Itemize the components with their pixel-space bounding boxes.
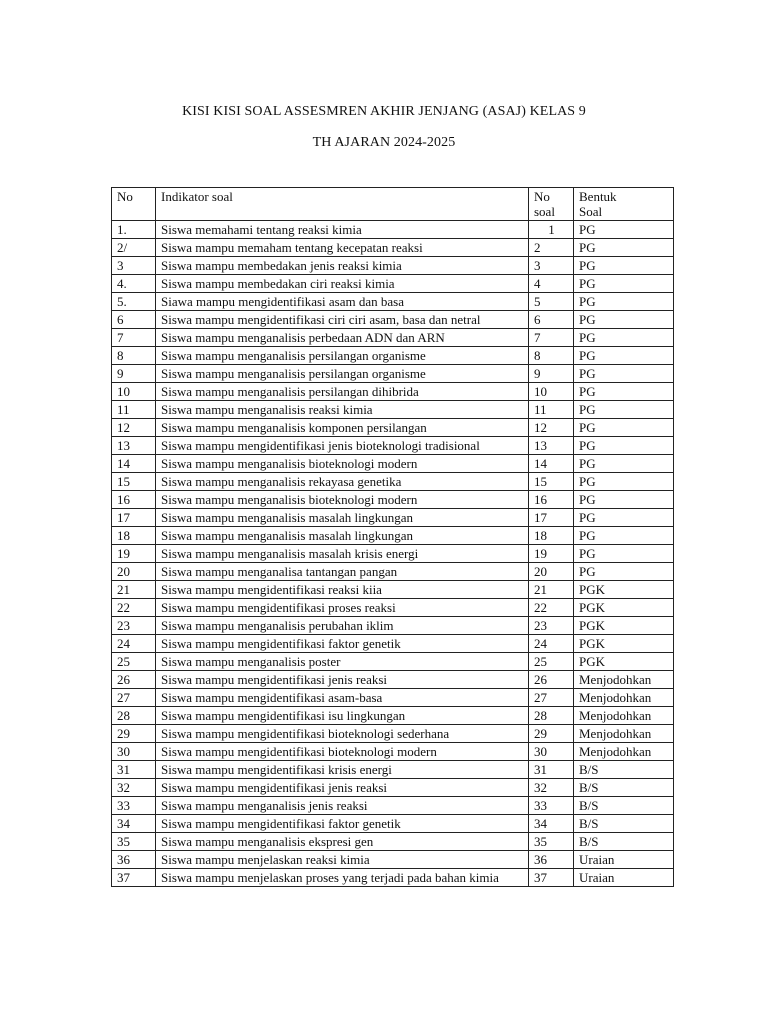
row-no-cell: 36 [112, 851, 156, 869]
row-bentuk-soal-cell: PG [574, 275, 674, 293]
row-no-soal-cell: 9 [529, 365, 574, 383]
table-row [112, 347, 674, 365]
row-bentuk-soal-cell: PG [574, 383, 674, 401]
row-indikator-cell: Siswa mampu menganalisis reaksi kimia [156, 401, 529, 419]
row-no-cell: 2/ [112, 239, 156, 257]
row-no-cell: 24 [112, 635, 156, 653]
row-no-soal-cell: 27 [529, 689, 574, 707]
row-no-soal-cell: 33 [529, 797, 574, 815]
header-no-soal [529, 188, 574, 221]
row-bentuk-soal-cell: PG [574, 257, 674, 275]
row-no-soal-cell: 13 [529, 437, 574, 455]
row-no-cell: 13 [112, 437, 156, 455]
row-bentuk-soal-cell: PG [574, 509, 674, 527]
row-bentuk-soal-cell: PGK [574, 653, 674, 671]
table-row [112, 725, 674, 743]
row-no-cell: 15 [112, 473, 156, 491]
row-bentuk-soal-cell: PG [574, 347, 674, 365]
row-indikator-cell: Siswa memahami tentang reaksi kimia [156, 221, 529, 239]
row-bentuk-soal-cell: PG [574, 473, 674, 491]
row-no-cell: 33 [112, 797, 156, 815]
row-indikator-cell: Siswa mampu menganalisis masalah lingkungan [156, 527, 529, 545]
row-no-cell: 4. [112, 275, 156, 293]
header-bentuk-line1: Bentuk [579, 189, 617, 204]
table-row [112, 239, 674, 257]
table-row [112, 815, 674, 833]
row-indikator-cell: Siswa mampu menganalisa tantangan pangan [156, 563, 529, 581]
table-row [112, 509, 674, 527]
row-no-soal-cell: 30 [529, 743, 574, 761]
header-no-label: No [117, 189, 133, 204]
row-indikator-cell: Siswa mampu membedakan ciri reaksi kimia [156, 275, 529, 293]
row-indikator-cell: Siswa mampu menganalisis bioteknologi modern [156, 455, 529, 473]
row-no-cell: 22 [112, 599, 156, 617]
row-bentuk-soal-cell: PG [574, 527, 674, 545]
row-no-soal-cell: 26 [529, 671, 574, 689]
document-title: KISI KISI SOAL ASSESMREN AKHIR JENJANG (ASAJ) KELAS 9 [182, 104, 586, 119]
header-indikator [156, 188, 529, 221]
row-no-cell: 5. [112, 293, 156, 311]
row-no-soal-cell: 22 [529, 599, 574, 617]
row-no-soal-cell: 32 [529, 779, 574, 797]
row-no-cell: 1. [112, 221, 156, 239]
row-no-soal-cell: 5 [529, 293, 574, 311]
row-bentuk-soal-cell: B/S [574, 797, 674, 815]
row-no-cell: 9 [112, 365, 156, 383]
row-no-soal-cell: 34 [529, 815, 574, 833]
row-indikator-cell: Siswa mampu membedakan jenis reaksi kimia [156, 257, 529, 275]
table-row [112, 545, 674, 563]
header-indikator-label: Indikator soal [161, 189, 233, 204]
row-no-soal-cell: 2 [529, 239, 574, 257]
row-no-cell: 8 [112, 347, 156, 365]
row-no-cell: 12 [112, 419, 156, 437]
row-indikator-cell: Siswa mampu menganalisis masalah krisis energi [156, 545, 529, 563]
row-bentuk-soal-cell: PGK [574, 635, 674, 653]
table-row [112, 473, 674, 491]
row-bentuk-soal-cell: PG [574, 293, 674, 311]
row-indikator-cell: Siswa mampu mengidentifikasi jenis reaksi [156, 779, 529, 797]
row-bentuk-soal-cell: PG [574, 311, 674, 329]
row-bentuk-soal-cell: Menjodohkan [574, 743, 674, 761]
table-row [112, 437, 674, 455]
row-no-cell: 32 [112, 779, 156, 797]
row-bentuk-soal-cell: PG [574, 329, 674, 347]
row-no-soal-cell: 20 [529, 563, 574, 581]
table-row [112, 257, 674, 275]
row-no-soal-cell: 16 [529, 491, 574, 509]
row-no-cell: 3 [112, 257, 156, 275]
row-bentuk-soal-cell: B/S [574, 815, 674, 833]
row-no-soal-cell: 11 [529, 401, 574, 419]
row-no-soal-cell: 18 [529, 527, 574, 545]
row-no-soal-cell: 17 [529, 509, 574, 527]
row-no-cell: 31 [112, 761, 156, 779]
table-row [112, 293, 674, 311]
row-no-cell: 29 [112, 725, 156, 743]
row-no-cell: 34 [112, 815, 156, 833]
table-row [112, 275, 674, 293]
table-body [112, 221, 674, 887]
table-row [112, 851, 674, 869]
table-row [112, 527, 674, 545]
row-bentuk-soal-cell: PGK [574, 617, 674, 635]
row-indikator-cell: Siswa mampu menganalisis persilangan organisme [156, 347, 529, 365]
table-row [112, 635, 674, 653]
table-row [112, 761, 674, 779]
row-bentuk-soal-cell: PGK [574, 599, 674, 617]
row-bentuk-soal-cell: B/S [574, 761, 674, 779]
table-row [112, 401, 674, 419]
table-row [112, 707, 674, 725]
row-indikator-cell: Siswa mampu mengidentifikasi bioteknologi modern [156, 743, 529, 761]
header-no-soal-line1: No [534, 189, 550, 204]
row-bentuk-soal-cell: PG [574, 437, 674, 455]
row-no-soal-cell: 19 [529, 545, 574, 563]
row-indikator-cell: Siawa mampu mengidentifikasi asam dan basa [156, 293, 529, 311]
row-indikator-cell: Siswa mampu menganalisis ekspresi gen [156, 833, 529, 851]
row-bentuk-soal-cell: PG [574, 545, 674, 563]
row-no-cell: 25 [112, 653, 156, 671]
row-indikator-cell: Siswa mampu menganalisis komponen persilangan [156, 419, 529, 437]
table-row [112, 617, 674, 635]
row-indikator-cell: Siswa mampu mengidentifikasi proses reaksi [156, 599, 529, 617]
row-no-soal-cell: 15 [529, 473, 574, 491]
row-bentuk-soal-cell: PG [574, 491, 674, 509]
row-bentuk-soal-cell: PG [574, 455, 674, 473]
row-no-soal-cell: 14 [529, 455, 574, 473]
row-no-soal-cell: 35 [529, 833, 574, 851]
row-no-soal-cell: 6 [529, 311, 574, 329]
row-bentuk-soal-cell: PG [574, 563, 674, 581]
row-no-cell: 18 [112, 527, 156, 545]
table-row [112, 869, 674, 887]
row-no-cell: 20 [112, 563, 156, 581]
table-row [112, 779, 674, 797]
row-indikator-cell: Siswa mampu menganalisis poster [156, 653, 529, 671]
table-row [112, 365, 674, 383]
row-indikator-cell: Siswa mampu menganalisis perbedaan ADN dan ARN [156, 329, 529, 347]
table-row [112, 311, 674, 329]
table-row [112, 797, 674, 815]
row-no-cell: 6 [112, 311, 156, 329]
kisi-kisi-table [111, 187, 674, 887]
header-no-soal-line2: soal [534, 204, 555, 219]
row-no-cell: 10 [112, 383, 156, 401]
table-row [112, 671, 674, 689]
row-indikator-cell: Siswa mampu menganalisis bioteknologi modern [156, 491, 529, 509]
header-bentuk-soal [574, 188, 674, 221]
row-indikator-cell: Siswa mampu mengidentifikasi ciri ciri asam, basa dan netral [156, 311, 529, 329]
table-row [112, 653, 674, 671]
row-bentuk-soal-cell: Uraian [574, 869, 674, 887]
row-indikator-cell: Siswa mampu mengidentifikasi reaksi kiia [156, 581, 529, 599]
row-no-cell: 35 [112, 833, 156, 851]
row-indikator-cell: Siswa mampu mengidentifikasi krisis energi [156, 761, 529, 779]
row-no-soal-cell: 4 [529, 275, 574, 293]
row-indikator-cell: Siswa mampu menjelaskan reaksi kimia [156, 851, 529, 869]
table-row [112, 455, 674, 473]
row-indikator-cell: Siswa mampu menganalisis perubahan iklim [156, 617, 529, 635]
row-bentuk-soal-cell: Menjodohkan [574, 689, 674, 707]
row-no-cell: 27 [112, 689, 156, 707]
table-row [112, 599, 674, 617]
row-no-soal-cell: 31 [529, 761, 574, 779]
row-bentuk-soal-cell: PG [574, 401, 674, 419]
row-no-soal-cell: 1 [529, 221, 574, 239]
row-no-cell: 16 [112, 491, 156, 509]
row-no-soal-cell: 21 [529, 581, 574, 599]
row-bentuk-soal-cell: PG [574, 365, 674, 383]
table-row [112, 833, 674, 851]
row-no-soal-cell: 24 [529, 635, 574, 653]
table-header-row [112, 188, 674, 221]
row-indikator-cell: Siswa mampu menganalisis jenis reaksi [156, 797, 529, 815]
row-bentuk-soal-cell: PG [574, 221, 674, 239]
row-no-soal-cell: 7 [529, 329, 574, 347]
row-bentuk-soal-cell: Uraian [574, 851, 674, 869]
row-bentuk-soal-cell: Menjodohkan [574, 707, 674, 725]
row-no-cell: 14 [112, 455, 156, 473]
row-indikator-cell: Siswa mampu menganalisis masalah lingkungan [156, 509, 529, 527]
row-no-cell: 17 [112, 509, 156, 527]
table-row [112, 329, 674, 347]
row-indikator-cell: Siswa mampu mengidentifikasi bioteknologi sederhana [156, 725, 529, 743]
row-no-soal-cell: 10 [529, 383, 574, 401]
header-bentuk-line2: Soal [579, 204, 603, 219]
row-bentuk-soal-cell: B/S [574, 779, 674, 797]
row-indikator-cell: Siswa mampu menjelaskan proses yang terjadi pada bahan kimia [156, 869, 529, 887]
row-no-soal-cell: 23 [529, 617, 574, 635]
row-indikator-cell: Siswa mampu mengidentifikasi jenis reaksi [156, 671, 529, 689]
table-row [112, 743, 674, 761]
row-no-cell: 21 [112, 581, 156, 599]
table-row [112, 563, 674, 581]
row-no-cell: 11 [112, 401, 156, 419]
row-no-cell: 37 [112, 869, 156, 887]
table-row [112, 491, 674, 509]
table-row [112, 581, 674, 599]
row-indikator-cell: Siswa mampu mengidentifikasi jenis bioteknologi tradisional [156, 437, 529, 455]
row-no-soal-cell: 28 [529, 707, 574, 725]
row-no-cell: 7 [112, 329, 156, 347]
row-indikator-cell: Siswa mampu mengidentifikasi isu lingkungan [156, 707, 529, 725]
row-no-cell: 28 [112, 707, 156, 725]
document-subtitle: TH AJARAN 2024-2025 [312, 135, 456, 150]
table-row [112, 419, 674, 437]
row-bentuk-soal-cell: Menjodohkan [574, 671, 674, 689]
row-no-cell: 30 [112, 743, 156, 761]
table-row [112, 221, 674, 239]
row-indikator-cell: Siswa mampu menganalisis persilangan organisme [156, 365, 529, 383]
row-bentuk-soal-cell: PGK [574, 581, 674, 599]
row-no-soal-cell: 29 [529, 725, 574, 743]
row-no-soal-cell: 25 [529, 653, 574, 671]
row-indikator-cell: Siswa mampu menganalisis rekayasa genetika [156, 473, 529, 491]
row-indikator-cell: Siswa mampu mengidentifikasi asam-basa [156, 689, 529, 707]
table-row [112, 689, 674, 707]
row-no-soal-cell: 8 [529, 347, 574, 365]
row-no-soal-cell: 3 [529, 257, 574, 275]
row-no-cell: 19 [112, 545, 156, 563]
row-bentuk-soal-cell: PG [574, 419, 674, 437]
row-no-cell: 26 [112, 671, 156, 689]
row-indikator-cell: Siswa mampu mengidentifikasi faktor genetik [156, 635, 529, 653]
row-no-soal-cell: 12 [529, 419, 574, 437]
row-indikator-cell: Siswa mampu menganalisis persilangan dihibrida [156, 383, 529, 401]
row-bentuk-soal-cell: Menjodohkan [574, 725, 674, 743]
row-no-cell: 23 [112, 617, 156, 635]
row-no-soal-cell: 36 [529, 851, 574, 869]
header-no [112, 188, 156, 221]
row-bentuk-soal-cell: PG [574, 239, 674, 257]
row-bentuk-soal-cell: B/S [574, 833, 674, 851]
row-indikator-cell: Siswa mampu memaham tentang kecepatan reaksi [156, 239, 529, 257]
row-indikator-cell: Siswa mampu mengidentifikasi faktor genetik [156, 815, 529, 833]
table-row [112, 383, 674, 401]
row-no-soal-cell: 37 [529, 869, 574, 887]
